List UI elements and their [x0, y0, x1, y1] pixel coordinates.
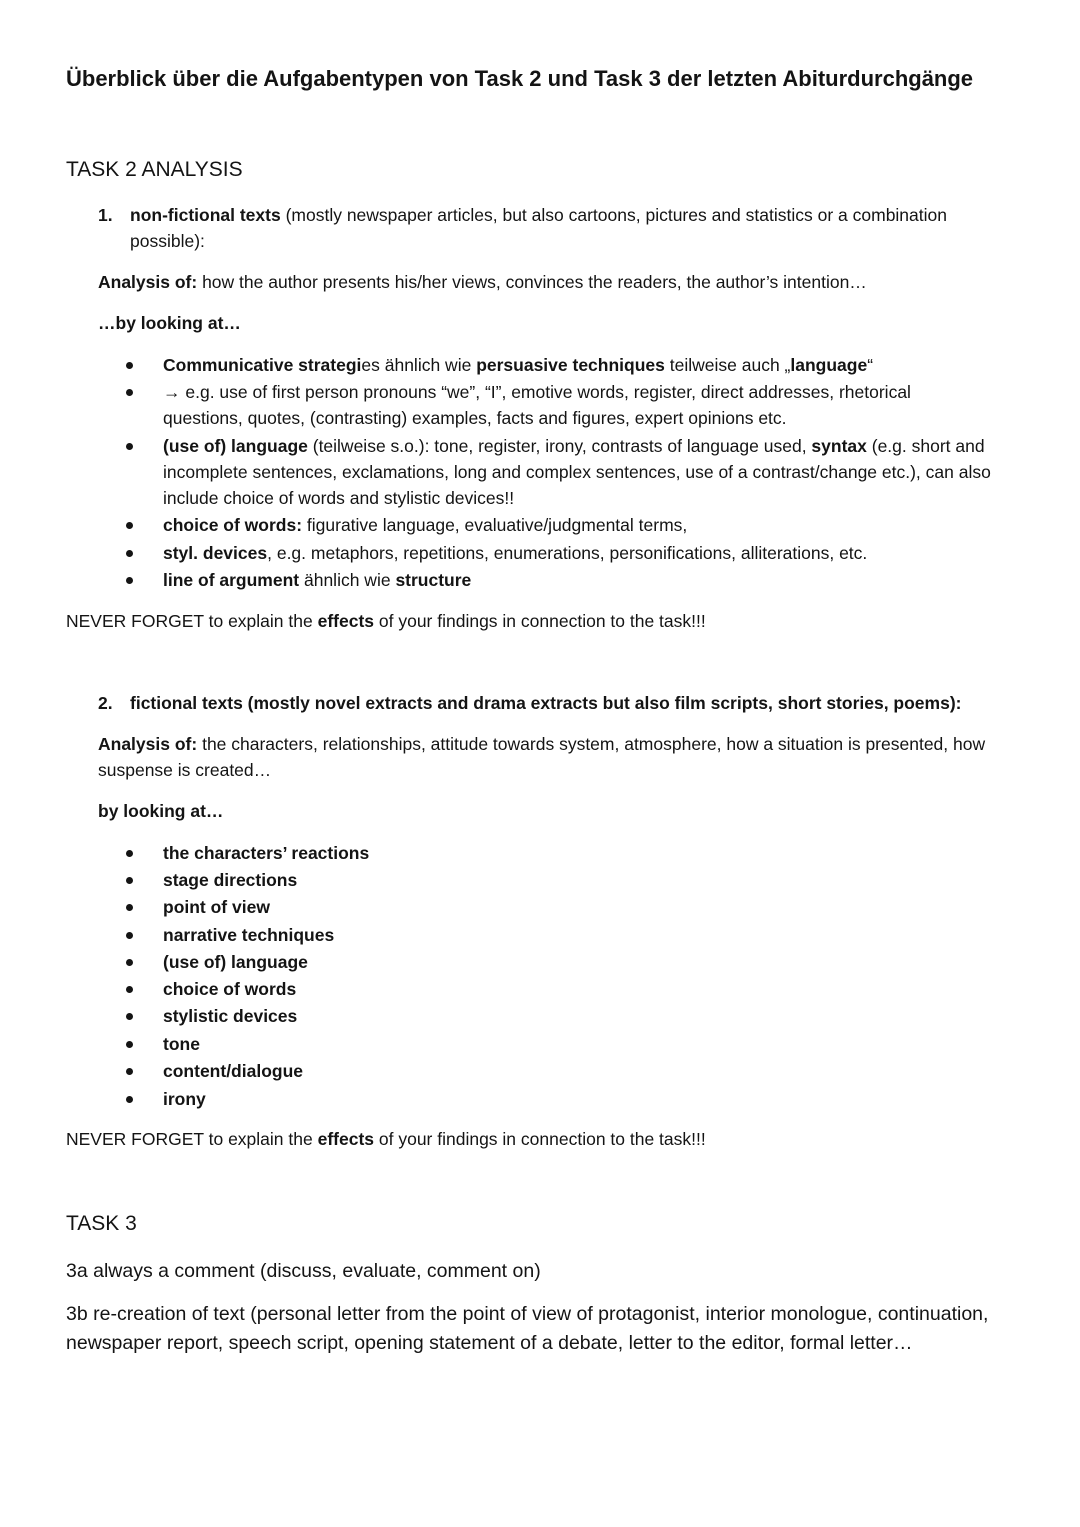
list-item: tone: [126, 1031, 1026, 1057]
analysis-label: Analysis of:: [98, 272, 198, 292]
bullet-icon: [126, 959, 133, 966]
bullet-icon: [126, 522, 133, 529]
list-item: point of view: [126, 894, 1026, 920]
list-item: the characters’ reactions: [126, 840, 1026, 866]
analysis-of-nonfiction: [98, 269, 1018, 295]
item-desc: (mostly newspaper articles, but also cartoons, pictures and statistics or a combination possible):: [130, 205, 947, 251]
item-body: [130, 202, 998, 254]
bullet-icon: [126, 443, 133, 450]
by-looking-at-label: …by looking at…: [98, 313, 241, 333]
list-item: choice of words: [126, 976, 1026, 1002]
list-item: styl. devices, e.g. metaphors, repetitions, enumerations, personifications, alliterations, etc.: [126, 540, 1026, 566]
list-item: choice of words: figurative language, evaluative/judgmental terms,: [126, 512, 1026, 538]
bullet-icon: [126, 389, 133, 396]
bullet-icon: [126, 1096, 133, 1103]
bullet-icon: [126, 1041, 133, 1048]
bullet-icon: [126, 1013, 133, 1020]
bullet-icon: [126, 362, 133, 369]
task2-item-1: [98, 202, 998, 254]
list-item: (use of) language (teilweise s.o.): tone, register, irony, contrasts of language used, syntax (e.g. short and incomplete sentences, exclamations, long and complex sentences, use of a contrast/change etc.), can also include choice of words and stylistic devices!!: [126, 433, 1026, 511]
bullet-icon: [126, 850, 133, 857]
task3-b: 3b re-creation of text (personal letter from the point of view of protagonist, interior monologue, continuation, newspaper report, speech script, opening statement of a debate, letter to the editor, formal letter…: [66, 1303, 989, 1354]
item-text: fictional texts (mostly novel extracts and drama extracts but also film scripts, short stories, poems):: [130, 693, 962, 713]
item-number: 2.: [98, 693, 113, 713]
task3-a: 3a always a comment (discuss, evaluate, comment on): [66, 1260, 541, 1282]
document-title: Überblick über die Aufgabentypen von Task 2 und Task 3 der letzten Abiturdurchgänge: [66, 66, 974, 91]
bullet-icon: [126, 932, 133, 939]
never-forget-note-1: NEVER FORGET to explain the effects of your findings in connection to the task!!!: [66, 611, 706, 631]
list-item: (use of) language: [126, 949, 1026, 975]
analysis-of-fiction: Analysis of: the characters, relationships, attitude towards system, atmosphere, how a situation is presented, how suspense is created…: [98, 734, 986, 780]
list-item: narrative techniques: [126, 922, 1026, 948]
analysis-text: how the author presents his/her views, convinces the readers, the author’s intention…: [202, 272, 867, 292]
list-item: → e.g. use of first person pronouns “we”, “I”, emotive words, register, direct addresses, rhetorical questions, quotes, (contrasting) examples, facts and figures, expert opinions etc.: [126, 379, 1026, 431]
by-looking-at-label-2: by looking at…: [98, 801, 224, 821]
bullet-icon: [126, 986, 133, 993]
list-item: content/dialogue: [126, 1058, 1026, 1084]
list-item: stylistic devices: [126, 1003, 1026, 1029]
item-number: 1.: [98, 205, 113, 225]
list-item: line of argument ähnlich wie structure: [126, 567, 1026, 593]
task3-heading: TASK 3: [66, 1212, 137, 1235]
list-item: Communicative strategies ähnlich wie persuasive techniques teilweise auch „language“: [126, 352, 1026, 378]
list-item: irony: [126, 1086, 1026, 1112]
bullet-icon: [126, 577, 133, 584]
bullet-icon: [126, 550, 133, 557]
bullet-icon: [126, 877, 133, 884]
item-label: non-fictional texts: [130, 205, 281, 225]
task2-item-2: [98, 690, 998, 716]
bullet-icon: [126, 1068, 133, 1075]
list-item: stage directions: [126, 867, 1026, 893]
task2-heading: TASK 2 ANALYSIS: [66, 158, 243, 181]
bullet-icon: [126, 904, 133, 911]
never-forget-note-2: NEVER FORGET to explain the effects of your findings in connection to the task!!!: [66, 1129, 706, 1149]
